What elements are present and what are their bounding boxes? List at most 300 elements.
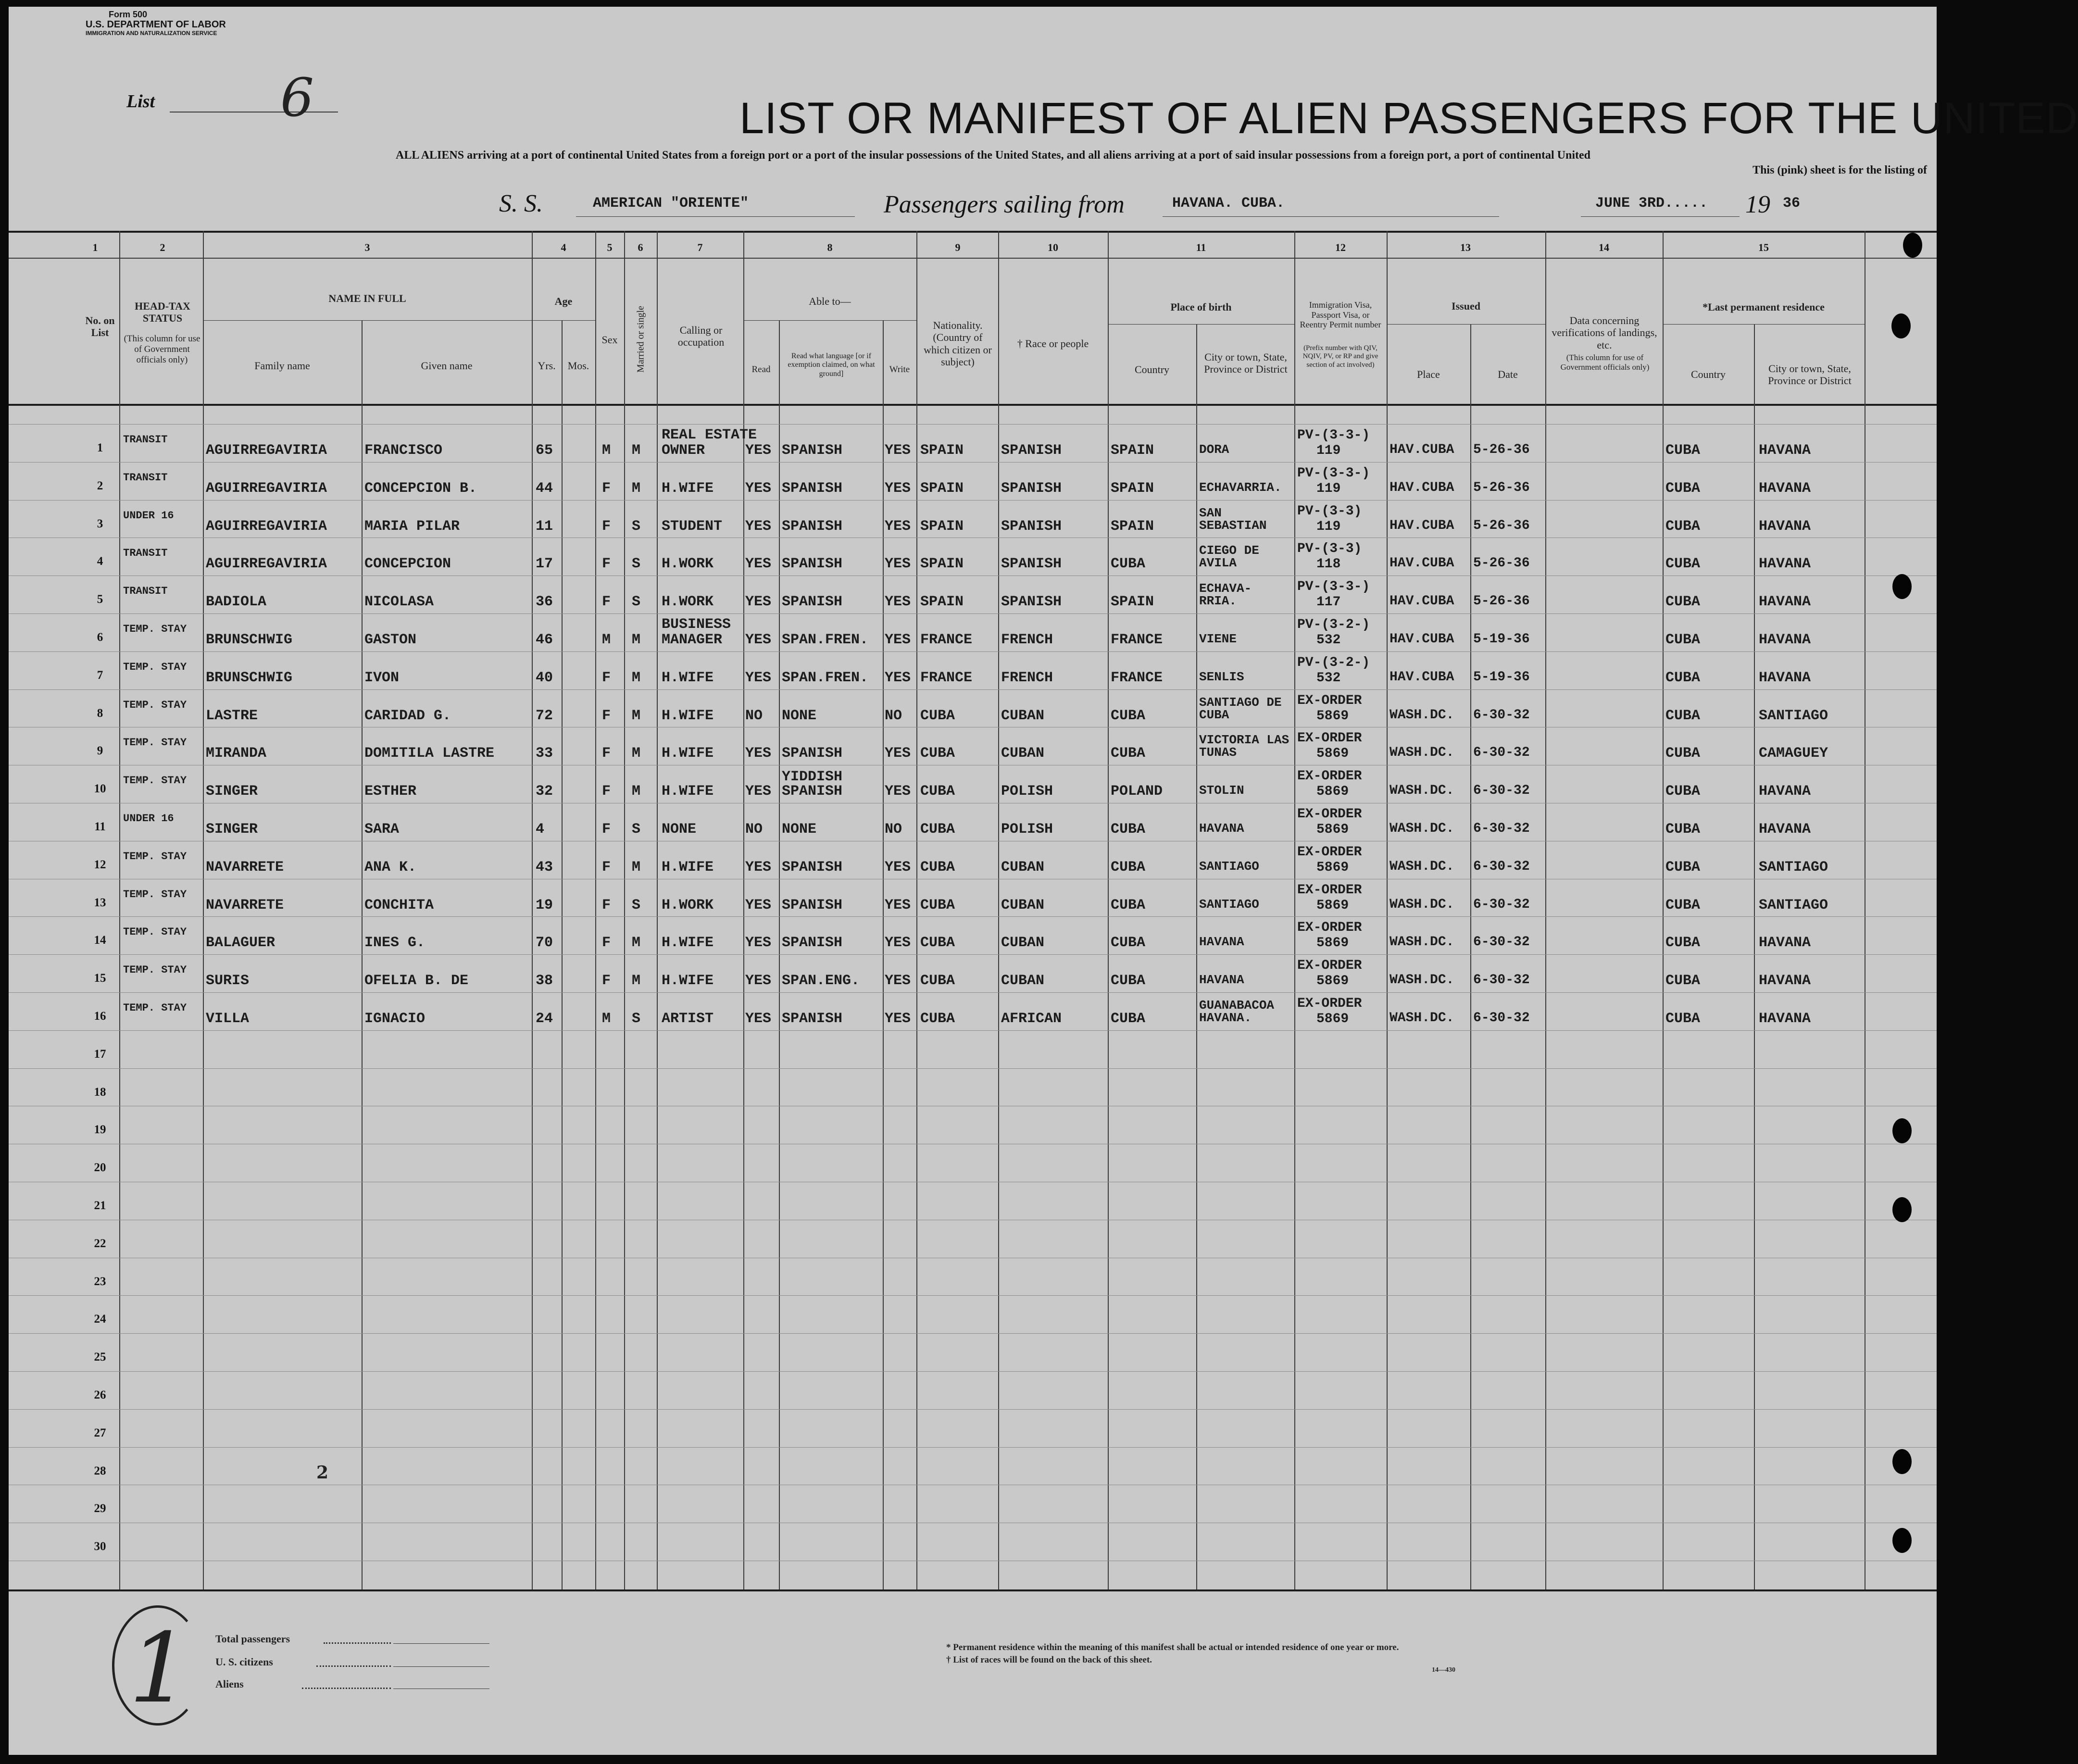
sex: M [602,1011,611,1027]
sex: M [602,632,611,648]
given-name: IVON [364,670,400,686]
read-language: SPANISH [782,1011,843,1027]
age-years: 17 [536,556,553,572]
family-name: LASTRE [206,708,258,724]
date-underline [1581,216,1740,217]
birth-country: CUBA [1111,556,1146,572]
row-rule [9,689,1937,690]
header-landings: Data concerning verifications of landings, etc. [1552,314,1657,351]
issued-date: 5-19-36 [1473,632,1530,647]
birth-city: GUANABACOA HAVANA. [1199,998,1275,1025]
birth-city: CIEGO DE AVILA [1199,543,1259,570]
given-name: INES G. [364,935,426,951]
nationality: CUBA [920,897,955,913]
nationality: CUBA [920,783,955,800]
birth-country: FRANCE [1111,670,1163,686]
residence-city: HAVANA [1759,480,1811,497]
visa-number-line2: 532 [1316,671,1341,686]
race: AFRICAN [1001,1011,1062,1027]
header-sex: Sex [601,334,618,346]
race: SPANISH [1001,518,1062,535]
col-line [1196,324,1197,1589]
header-calling: Calling or occupation [677,324,725,349]
residence-country: CUBA [1665,594,1701,610]
age-years: 19 [536,897,553,913]
col-line [119,231,120,1589]
row-rule [9,575,1937,576]
issued-date: 5-26-36 [1473,594,1530,609]
binder-hole [1892,1118,1912,1143]
head-tax-status: TEMP. STAY [123,699,187,711]
header-family-name: Family name [254,360,310,372]
colnum: 13 [1460,241,1471,253]
head-tax-status: TEMP. STAY [123,888,187,901]
residence-country: CUBA [1665,670,1701,686]
name-subline [203,320,532,321]
row-rule [9,1068,1937,1069]
colnum: 14 [1599,241,1609,253]
birth-city: SANTIAGO DE CUBA [1199,695,1282,722]
sex: F [602,556,611,572]
head-tax-status: TEMP. STAY [123,623,187,635]
birth-subline [1108,324,1294,325]
col-line [1294,231,1295,1589]
visa-number-line2: 532 [1316,633,1341,648]
visa-number-line2: 5869 [1316,822,1349,837]
birth-country: SPAIN [1111,518,1154,535]
visa-number-line2: 5869 [1316,1012,1349,1026]
row-number: 25 [94,1351,106,1364]
issued-date: 6-30-32 [1473,859,1530,874]
residence-subline [1663,324,1865,325]
footer-line [393,1666,489,1667]
voyage-date: JUNE 3RD..... [1595,195,1708,212]
col-line [779,320,780,1589]
nationality: CUBA [920,935,955,951]
can-read: YES [745,745,772,762]
issued-place: HAV.CUBA [1390,556,1454,571]
read-language: SPANISH [782,745,843,762]
birth-country: CUBA [1111,935,1146,951]
read-language: SPAN.ENG. [782,973,860,989]
given-name: DOMITILA LASTRE [364,745,495,762]
can-read: YES [745,973,772,989]
birth-city: HAVANA [1199,935,1244,949]
residence-country: CUBA [1665,556,1701,572]
footer-note2: † List of races will be found on the back of this sheet. [946,1655,1152,1665]
residence-country: CUBA [1665,708,1701,724]
header-name-in-full: NAME IN FULL [328,292,406,304]
can-read: YES [745,442,772,459]
residence-city: SANTIAGO [1759,708,1828,724]
footer-aliens-label: Aliens [215,1678,244,1690]
colnum: 12 [1335,241,1346,253]
col-line [1754,324,1755,1589]
residence-city: HAVANA [1759,442,1811,459]
occupation: H.WORK [662,594,714,610]
sex: F [602,859,611,876]
given-name: GASTON [364,632,417,648]
birth-city: ECHAVARRIA. [1199,480,1282,495]
header-visa-note: (Prefix number with QIV, NQIV, PV, or RP and give section of act involved) [1302,344,1378,369]
header-write: Write [889,364,910,375]
given-name: FRANCISCO [364,442,443,459]
can-write: YES [885,518,911,535]
residence-country: CUBA [1665,480,1701,497]
residence-city: HAVANA [1759,518,1811,535]
visa-number: PV-(3-3-) [1297,579,1370,594]
birth-country: POLAND [1111,783,1163,800]
given-name: CONCEPCION [364,556,451,572]
residence-country: CUBA [1665,745,1701,762]
given-name: NICOLASA [364,594,434,610]
residence-city: HAVANA [1759,670,1811,686]
can-read: YES [745,480,772,497]
ss-label: S. S. [499,190,543,217]
read-language: SPANISH [782,859,843,876]
issued-date: 6-30-32 [1473,1011,1530,1026]
visa-number: EX-ORDER [1297,769,1362,784]
sailing-label: Passengers sailing from [884,191,1125,218]
age-years: 46 [536,632,553,648]
occupation: H.WIFE [662,783,714,800]
header-res-city: City or town, State, Province or District [1768,363,1852,387]
birth-country: CUBA [1111,821,1146,838]
header-read-language: Read what language [or if exemption claimed, on what ground] [788,352,875,378]
nationality: CUBA [920,1011,955,1027]
age-years: 40 [536,670,553,686]
visa-number: PV-(3-3-) [1297,466,1370,481]
row-number: 9 [97,744,103,757]
issued-date: 5-26-36 [1473,480,1530,495]
residence-country: CUBA [1665,897,1701,913]
family-name: SINGER [206,783,258,800]
residence-city: HAVANA [1759,1011,1811,1027]
occupation: H.WIFE [662,480,714,497]
read-language: SPANISH [782,442,843,459]
row-number: 8 [97,707,103,720]
sex: F [602,518,611,535]
row-number: 1 [97,441,103,454]
marital-status: M [632,670,641,686]
sex: F [602,480,611,497]
issued-place: WASH.DC. [1390,897,1454,912]
occupation: MANAGER [662,632,723,648]
race: POLISH [1001,783,1053,800]
age-years: 43 [536,859,553,876]
read-language: SPANISH [782,783,843,800]
issued-subline [1387,324,1545,325]
col-line [883,320,884,1589]
can-write: YES [885,480,911,497]
header-married: Married or single [635,306,646,373]
row-number: 17 [94,1048,106,1061]
residence-country: CUBA [1665,973,1701,989]
birth-country: CUBA [1111,708,1146,724]
nationality: FRANCE [920,670,973,686]
header-birth-country: Country [1134,363,1170,375]
given-name: OFELIA B. DE [364,973,469,989]
visa-number-line2: 119 [1316,481,1341,496]
row-rule [9,1447,1937,1448]
read-language: SPANISH [782,897,843,913]
can-write: YES [885,632,911,648]
read-language: SPAN.FREN. [782,670,869,686]
birth-city: SANTIAGO [1199,897,1259,912]
row-number: 16 [94,1010,106,1023]
row-number: 15 [94,972,106,985]
row-number: 24 [94,1313,106,1326]
read-language: NONE [782,821,817,838]
handwritten-circle [112,1605,203,1726]
family-name: BADIOLA [206,594,267,610]
manifest-sheet [9,7,2078,1755]
can-read: YES [745,897,772,913]
footer-dots [316,1665,391,1667]
residence-country: CUBA [1665,935,1701,951]
row-number: 26 [94,1389,106,1401]
row-rule [9,1333,1937,1334]
header-read: Read [751,364,771,375]
colnum: 6 [638,241,643,253]
nationality: CUBA [920,859,955,876]
header-head-tax: HEAD-TAX STATUS [135,300,190,325]
head-tax-status: TRANSIT [123,547,168,559]
col-line [1663,231,1664,1589]
footer-total-label: Total passengers [215,1633,290,1645]
can-read: YES [745,783,772,800]
residence-city: HAVANA [1759,594,1811,610]
row-number: 10 [94,782,106,795]
row-number: 30 [94,1540,106,1553]
table-bottom-border [9,1589,1937,1591]
header-given-name: Given name [421,360,473,372]
footer-line [393,1643,489,1644]
marital-status: S [632,1011,641,1027]
birth-country: SPAIN [1111,442,1154,459]
issued-place: WASH.DC. [1390,708,1454,723]
nationality: SPAIN [920,556,964,572]
visa-number: EX-ORDER [1297,920,1362,935]
marital-status: M [632,745,641,762]
port-underline [1163,216,1499,217]
row-number: 18 [94,1086,106,1099]
visa-number: EX-ORDER [1297,996,1362,1011]
sex: F [602,973,611,989]
row-rule [9,992,1937,993]
visa-number-line2: 5869 [1316,936,1349,951]
head-tax-status: TEMP. STAY [123,851,187,863]
nationality: CUBA [920,708,955,724]
sex: F [602,783,611,800]
age-years: 33 [536,745,553,762]
given-name: IGNACIO [364,1011,426,1027]
residence-city: HAVANA [1759,556,1811,572]
row-rule [9,651,1937,652]
row-rule [9,424,1937,425]
row-rule [9,613,1937,614]
form-number: Form 500 [109,10,148,19]
issued-place: HAV.CUBA [1390,442,1454,457]
row-number: 2 [97,479,103,492]
family-name: SINGER [206,821,258,838]
header-nationality: Nationality. (Country of which citizen or subject) [924,319,992,368]
birth-city: SANTIAGO [1199,859,1259,874]
race: SPANISH [1001,442,1062,459]
row-number: 12 [94,858,106,871]
issued-date: 5-26-36 [1473,518,1530,533]
family-name: BALAGUER [206,935,275,951]
row-number: 27 [94,1426,106,1439]
row-number: 5 [97,593,103,606]
can-write: YES [885,442,911,459]
residence-city: SANTIAGO [1759,897,1828,913]
issued-place: WASH.DC. [1390,859,1454,874]
family-name: BRUNSCHWIG [206,670,293,686]
occupation: H.WIFE [662,670,714,686]
residence-country: CUBA [1665,821,1701,838]
subtitle-line2: This (pink) sheet is for the listing of [1753,164,1927,176]
tally-mark: 1 [129,1613,190,1725]
visa-number: PV-(3-2-) [1297,655,1370,670]
header-age: Age [554,295,573,307]
can-read: YES [745,1011,772,1027]
header-place-of-birth: Place of birth [1170,301,1232,313]
can-write: YES [885,594,911,610]
visa-number: EX-ORDER [1297,845,1362,860]
row-number: 4 [97,555,103,568]
issued-date: 6-30-32 [1473,783,1530,798]
binder-hole [1892,1528,1912,1553]
occupation-line1: BUSINESS [662,616,731,633]
col-line [624,231,625,1589]
can-write: NO [885,708,902,724]
birth-country: CUBA [1111,1011,1146,1027]
head-tax-status: UNDER 16 [123,510,174,522]
binder-hole [1892,574,1912,599]
nationality: FRANCE [920,632,973,648]
visa-number: PV-(3-3-) [1297,428,1370,443]
table-top-border [9,231,1937,233]
year-suffix: 36 [1783,195,1801,212]
colnum: 9 [955,241,961,253]
col-line [1108,231,1109,1589]
race: POLISH [1001,821,1053,838]
ship-name: AMERICAN "ORIENTE" [593,195,749,212]
can-write: YES [885,973,911,989]
read-language: SPANISH [782,518,843,535]
header-race: † Race or people [1017,338,1089,350]
nationality: CUBA [920,745,955,762]
col-line [362,320,363,1589]
read-language: NONE [782,708,817,724]
residence-country: CUBA [1665,518,1701,535]
given-name: CARIDAD G. [364,708,451,724]
department: U.S. DEPARTMENT OF LABOR [86,19,226,30]
visa-number-line2: 5869 [1316,898,1349,913]
race: FRENCH [1001,632,1053,648]
issued-place: WASH.DC. [1390,973,1454,988]
binder-hole [1892,1449,1912,1474]
colnum: 8 [827,241,833,253]
residence-city: HAVANA [1759,821,1811,838]
sex: F [602,935,611,951]
given-name: MARIA PILAR [364,518,460,535]
row-rule [9,1030,1937,1031]
can-read: NO [745,821,763,838]
can-read: YES [745,935,772,951]
marital-status: S [632,556,641,572]
issued-place: HAV.CUBA [1390,480,1454,495]
sex: F [602,594,611,610]
family-name: AGUIRREGAVIRIA [206,442,327,459]
birth-city: STOLIN [1199,783,1244,798]
col-line [595,231,596,1589]
can-read: YES [745,670,772,686]
age-years: 32 [536,783,553,800]
col-line [657,231,658,1589]
header-issued-date: Date [1498,368,1518,380]
race: SPANISH [1001,556,1062,572]
nationality: CUBA [920,821,955,838]
can-write: YES [885,935,911,951]
colnum: 10 [1048,241,1058,253]
residence-city: HAVANA [1759,973,1811,989]
can-write: YES [885,783,911,800]
residence-city: HAVANA [1759,935,1811,951]
issued-date: 5-26-36 [1473,442,1530,457]
row-number: 28 [94,1464,106,1477]
sex: F [602,897,611,913]
header-bottom-border [9,404,1937,406]
colnum: 5 [607,241,613,253]
header-able-to: Able to— [809,295,851,307]
list-label: List [126,91,155,112]
header-last-residence: *Last permanent residence [1702,301,1825,313]
nationality: SPAIN [920,518,964,535]
row-number: 23 [94,1275,106,1288]
occupation: H.WIFE [662,859,714,876]
residence-country: CUBA [1665,859,1701,876]
visa-number-line2: 5869 [1316,860,1349,875]
race: SPANISH [1001,594,1062,610]
head-tax-status: TEMP. STAY [123,737,187,749]
binder-hole [1891,313,1911,338]
col-line [1470,324,1471,1589]
header-yrs: Yrs. [538,360,556,372]
race: CUBAN [1001,935,1045,951]
visa-number: EX-ORDER [1297,693,1362,708]
head-tax-status: TEMP. STAY [123,926,187,938]
sex: F [602,708,611,724]
age-years: 4 [536,821,545,838]
birth-country: CUBA [1111,973,1146,989]
race: CUBAN [1001,859,1045,876]
visa-number-line2: 5869 [1316,784,1349,799]
visa-number: EX-ORDER [1297,958,1362,973]
visa-number-line2: 117 [1316,595,1341,610]
race: CUBAN [1001,973,1045,989]
birth-city: DORA [1199,442,1229,457]
birth-city: VIENE [1199,632,1237,646]
colnum: 1 [92,241,98,253]
footer-note1: * Permanent residence within the meaning of this manifest shall be actual or intended residence of one year or more. [946,1642,1399,1652]
birth-city: HAVANA [1199,821,1244,836]
marital-status: M [632,783,641,800]
occupation: H.WORK [662,897,714,913]
can-write: YES [885,670,911,686]
issued-date: 6-30-32 [1473,821,1530,836]
